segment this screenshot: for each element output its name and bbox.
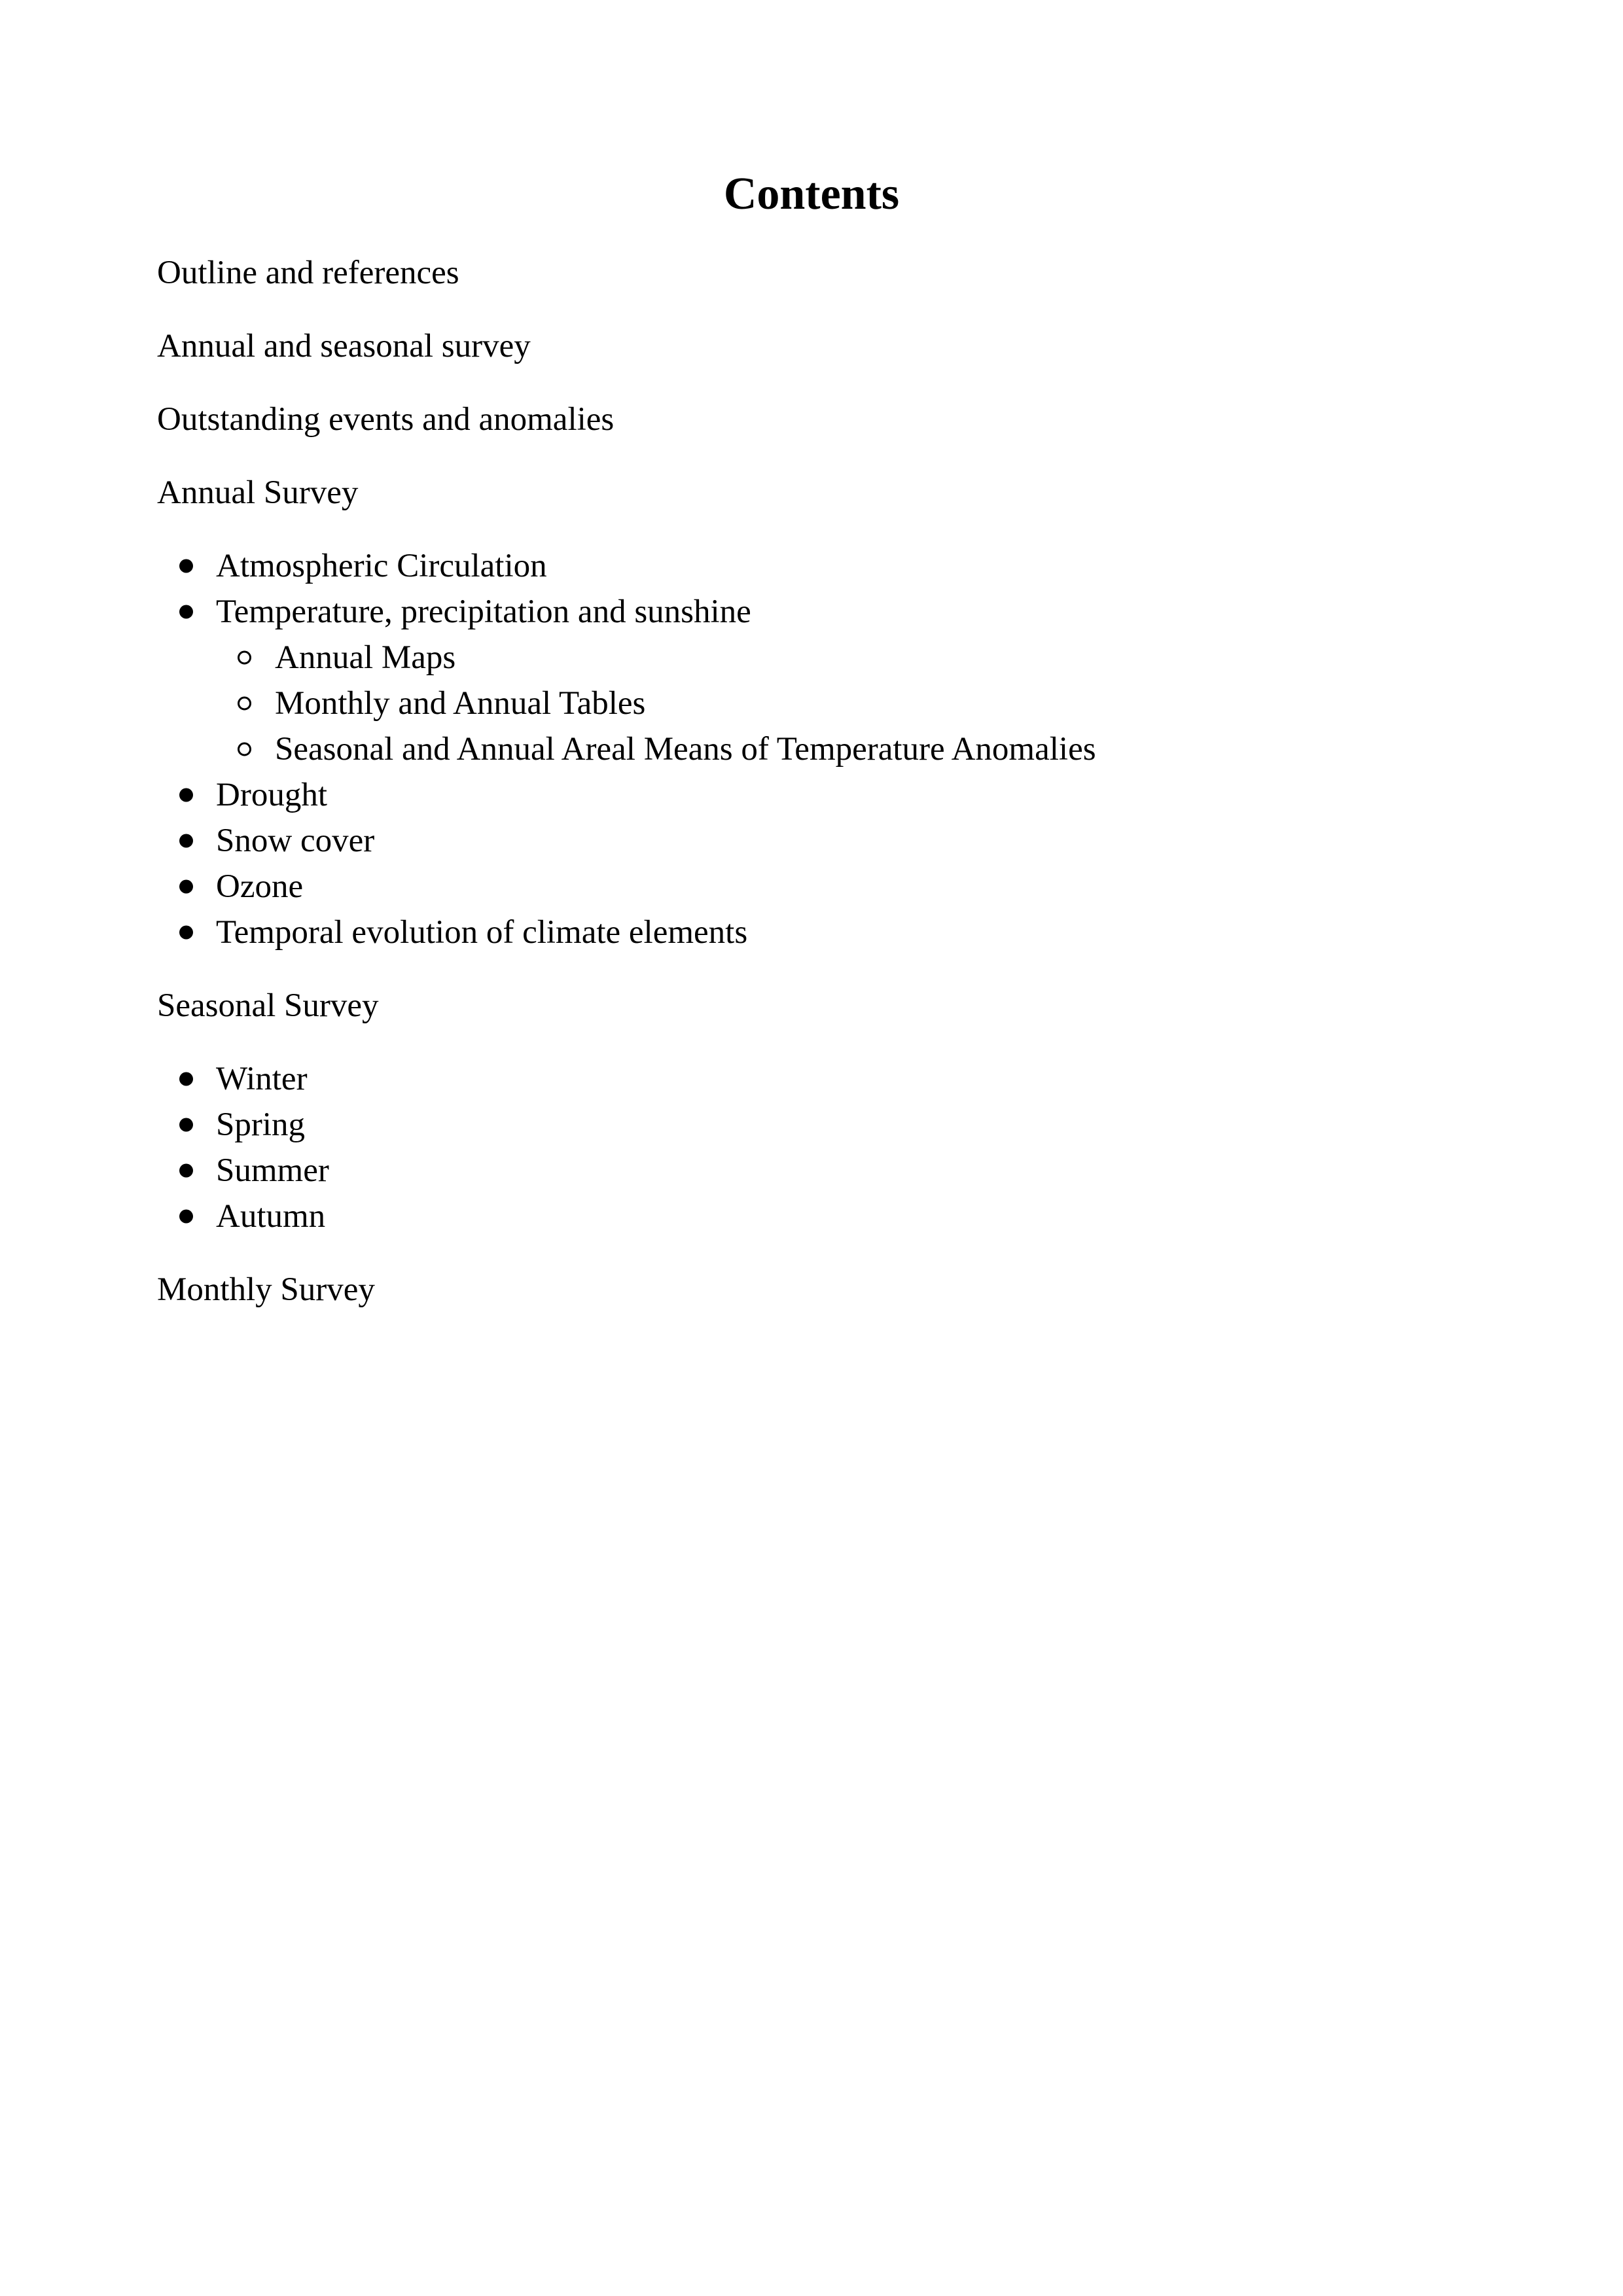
bullet-disc-icon [179, 1118, 193, 1132]
toc-entry-annual-seasonal: Annual and seasonal survey [157, 328, 531, 364]
bullet-disc-icon [179, 1072, 193, 1086]
bullet-disc-icon [179, 926, 193, 940]
bullet-disc-icon [179, 605, 193, 619]
bullet-disc-icon [179, 559, 193, 573]
list-item-label: Ozone [216, 868, 304, 905]
list-item-label: Winter [216, 1061, 308, 1097]
bullet-circle-icon [238, 743, 251, 756]
bullet-disc-icon [179, 1164, 193, 1178]
list-item [177, 819, 374, 862]
bullet-disc-icon [179, 834, 193, 848]
list-item-label: Summer [216, 1152, 329, 1189]
toc-heading-seasonal-survey: Seasonal Survey [157, 987, 379, 1024]
list-item [177, 1103, 305, 1146]
list-item [177, 1149, 329, 1192]
toc-entry-outline: Outline and references [157, 255, 459, 291]
page-title: Contents [723, 169, 900, 219]
list-item-label: Temporal evolution of climate elements [216, 914, 748, 951]
toc-heading-monthly-survey: Monthly Survey [157, 1271, 375, 1308]
list-item [177, 773, 327, 817]
list-item [177, 544, 547, 588]
bullet-circle-icon [238, 697, 251, 711]
sub-list-item [236, 682, 645, 725]
list-item-label: Monthly and Annual Tables [275, 685, 646, 722]
bullet-disc-icon [179, 788, 193, 802]
bullet-circle-icon [238, 651, 251, 665]
list-item-label: Drought [216, 777, 327, 813]
list-item [177, 1057, 308, 1101]
bullet-disc-icon [179, 1210, 193, 1224]
list-item [177, 911, 747, 954]
list-item-label: Temperature, precipitation and sunshine [216, 593, 751, 630]
list-item [177, 1195, 325, 1238]
list-item-label: Spring [216, 1106, 306, 1143]
list-item [177, 865, 303, 908]
list-item-label: Snow cover [216, 822, 375, 859]
sub-list-item [236, 728, 1096, 771]
sub-list-item [236, 636, 455, 679]
list-item-label: Annual Maps [275, 639, 456, 676]
list-item [177, 590, 751, 633]
bullet-disc-icon [179, 880, 193, 894]
list-item-label: Atmospheric Circulation [216, 548, 547, 584]
toc-heading-annual-survey: Annual Survey [157, 474, 359, 511]
list-item-label: Autumn [216, 1198, 326, 1235]
list-item-label: Seasonal and Annual Areal Means of Temperature Anomalies [275, 731, 1096, 768]
toc-entry-outstanding-events: Outstanding events and anomalies [157, 401, 615, 438]
